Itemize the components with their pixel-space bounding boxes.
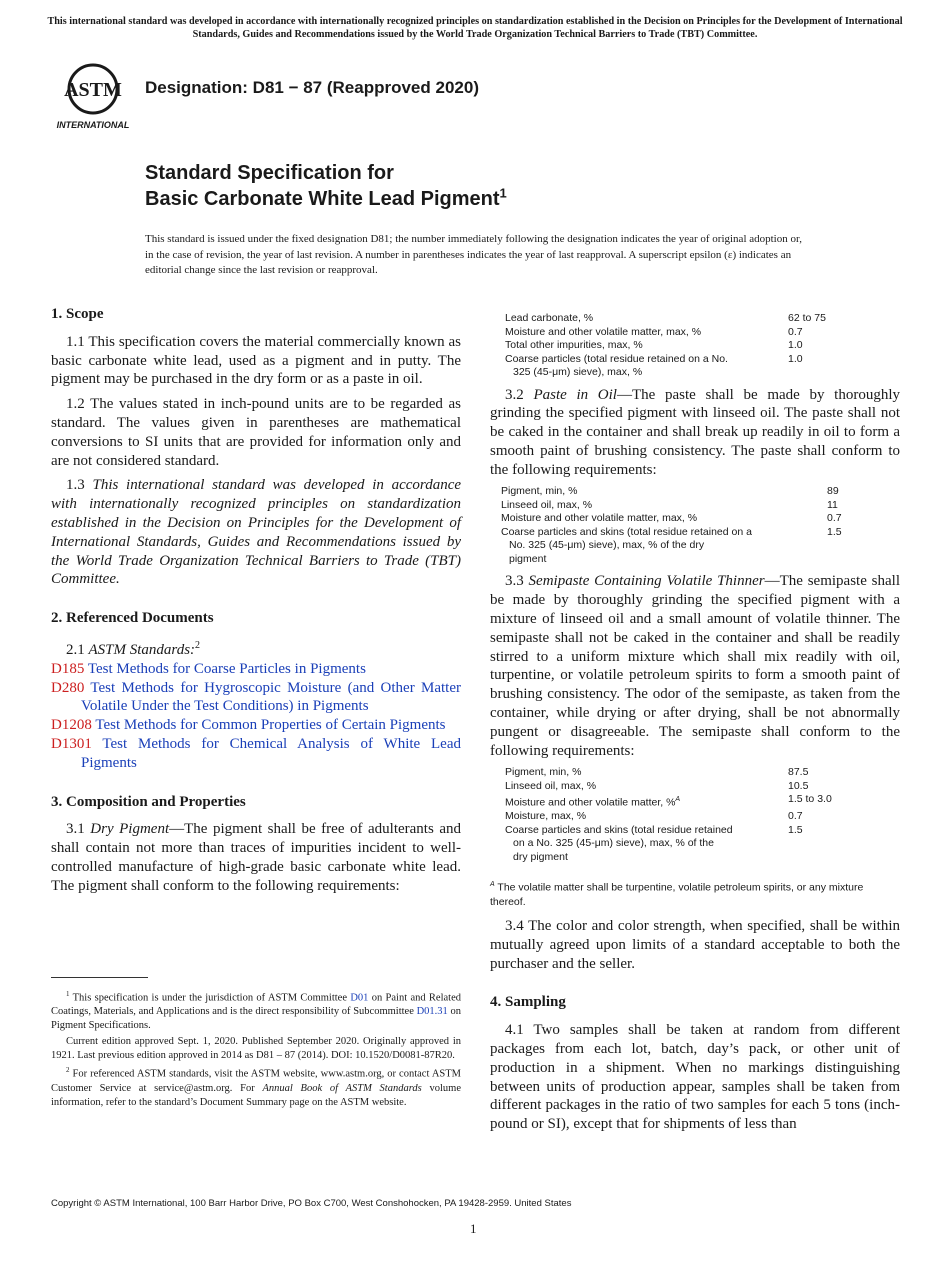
table-row: Coarse particles (total residue retained on a No. 325 (45-μm) sieve), max, % 1.0: [505, 352, 803, 378]
ref-item-d1208[interactable]: D1208 Test Methods for Common Properties of Certain Pigments: [51, 717, 446, 734]
table-row: Lead carbonate, % 62 to 75: [505, 312, 826, 324]
sampling-4-1: 4.1 Two samples shall be taken at random from different packages from each lot, batch, day’s pack, or other unit of production in a shipment. When no markings distinguishing between units of production appear, samples shall be taken from different packages in the ratio of two samples for each 5 tons (inch-pound or SI), except that for shipments of less than: [490, 1022, 900, 1133]
title-line-2: Basic Carbonate White Lead Pigment$^1$: [145, 185, 507, 210]
table-row: Linseed oil, max, % 11: [501, 498, 838, 511]
refs-heading: 2. Referenced Documents: [51, 610, 214, 627]
logo-subtext: INTERNATIONAL: [56, 120, 130, 130]
footnote-1-edition: Current edition approved Sept. 1, 2020. Published September 2020. Originally approved in 1921. Last previous edition approved in 2014 as D81 – 87 (2014). DOI: 10.1520/D0081-87R20.: [51, 1035, 461, 1061]
ref-item-d280[interactable]: D280 Test Methods for Hygroscopic Moisture (and Other Matter Volatile Under the Test Conditions) in Pigments: [51, 679, 462, 715]
subcommittee-link[interactable]: D01.31: [416, 1006, 448, 1018]
title-footnote-ref[interactable]: 1: [499, 185, 507, 201]
page-title: [145, 160, 507, 212]
issued-note: This standard is issued under the fixed designation D81; the number immediately following the designation indicates the year of original adoption or, in the case of revision, the year of last revision. A number in parentheses indicates the year of last reapproval. A superscript epsilon (ε) indicates an editorial change since the last revision or reapproval.: [145, 233, 802, 276]
scope-1-1: 1.1 This specification covers the material commercially known as basic carbonate white lead, used as a pigment and in putty. The pigment may be purchased in the dry form or as a paste in oil.: [51, 333, 461, 388]
table-row: Total other impurities, max, % 1.0: [505, 339, 803, 351]
table-row: Coarse particles and skins (total residue retained on a No. 325 (45-μm) sieve), max, % of the dry pigment 1.5: [505, 823, 803, 863]
ref-item-d1301[interactable]: D1301 Test Methods for Chemical Analysis of White Lead Pigments: [51, 735, 461, 771]
scope-heading: 1. Scope: [51, 306, 104, 322]
table-row: Linseed oil, max, % 10.5: [505, 779, 809, 792]
astm-logo: [52, 58, 134, 132]
designation: Designation: D81 − 87 (Reapproved 2020): [145, 78, 479, 97]
table-row: Moisture and other volatile matter, %$^A$ 1.5 to 3.0: [505, 793, 832, 809]
footnote-divider: [51, 977, 148, 978]
table-row: Pigment, min, % 89: [501, 485, 839, 498]
table-row: Moisture, max, % 0.7: [505, 810, 803, 823]
table-footnote: $^A$ The volatile matter shall be turpentine, volatile petroleum spirits, or any mixture thereof.: [490, 881, 864, 908]
right-column: [490, 312, 900, 1140]
committee-link[interactable]: D01: [350, 992, 369, 1004]
comp-3-3: 3.3 Semipaste Containing Volatile Thinner—The semipaste shall be made by thoroughly grinding the specified pigment with a mixture of linseed oil and a small amount of volatile thinner. The semipaste shall not be caked in the container and shall be readily stirred to a uniform mixture which shall mix readily with oil, turpentine, or volatile petroleum spirits to form a smooth paint of brushing consistency. The odor of the semipaste, as taken from the container, while drying or after drying, shall be not abnormally pungent or disagreeable. The semipaste shall conform to the following requirements:: [490, 573, 900, 759]
comp-3-4: 3.4 The color and color strength, when specified, shall be within mutually agreed upon limits of a standard acceptable to both the purchaser and the seller.: [490, 917, 900, 972]
footnote-1: $^1$ This specification is under the jurisdiction of ASTM Committee D01 on Paint and Related Coatings, Materials, and Applications and is the direct responsibility of Subcommittee D01.31 on Pigment Specifications.: [51, 990, 461, 1032]
logo-text: ASTM: [64, 79, 122, 101]
scope-1-3: 1.3 This international standard was developed in accordance with internationally recognized principles on standardization established in the Decision on Principles for the Development of International Standards, Guides and Recommendations issued by the World Trade Organization Technical Barriers to Trade (TBT) Committee.: [51, 477, 462, 588]
title-line-1: Standard Specification for: [145, 162, 394, 184]
table-row: Coarse particles and skins (total residue retained on a No. 325 (45-μm) sieve), max, % of the dry pigment 1.5: [501, 525, 842, 565]
top-notice: This international standard was developed in accordance with internationally recognized principles on standardization established in the Decision on Principles for the Development of International Standards, Guides and Recommendations issued by the World Trade Organization Technical Barriers to Trade (TBT) Committee.: [47, 16, 903, 40]
comp-3-1: 3.1 Dry Pigment—The pigment shall be free of adulterants and shall contain not more than traces of impurities incident to well-controlled manufacture of high-grade basic carbonate white lead. The pigment shall conform to the following requirements:: [51, 821, 461, 894]
page-number: 1: [470, 1221, 477, 1236]
ref-item-d185[interactable]: D185 Test Methods for Coarse Particles in Pigments: [51, 660, 366, 677]
scope-1-2: 1.2 The values stated in inch-pound units are to be regarded as standard. The values given in parentheses are mathematical conversions to SI units that are provided for information only and are not considered standard.: [51, 396, 461, 469]
dry-pigment-table: [505, 312, 850, 380]
semipaste-table: [505, 766, 850, 864]
left-column: [51, 305, 461, 902]
composition-heading: 3. Composition and Properties: [51, 793, 246, 810]
astm-standards-label: 2.1 ASTM Standards:$^2$: [66, 639, 201, 658]
table-row: Moisture and other volatile matter, max, % 0.7: [505, 325, 803, 338]
comp-3-2: 3.2 Paste in Oil—The paste shall be made by thoroughly grinding the specified pigment with linseed oil. The paste shall not be caked in the container and shall break up readily in oil to form a smooth paint of brushing consistency. The paste shall conform to the following requirements:: [490, 386, 900, 478]
footnote-2: $^2$ For referenced ASTM standards, visit the ASTM website, www.astm.org, or contact ASTM Customer Service at service@astm.org. For Annual Book of ASTM Standards volume information, refer to the standard’s Document Summary page on the ASTM website.: [51, 1066, 461, 1108]
table-row: Pigment, min, % 87.5: [505, 766, 809, 779]
table-row: Moisture and other volatile matter, max, % 0.7: [501, 512, 842, 525]
footnotes: [51, 988, 461, 1111]
sampling-heading: 4. Sampling: [490, 994, 566, 1011]
paste-table: [501, 485, 863, 566]
copyright: Copyright © ASTM International, 100 Barr Harbor Drive, PO Box C700, West Conshohocken, PA 19428-2959. United States: [51, 1198, 572, 1209]
